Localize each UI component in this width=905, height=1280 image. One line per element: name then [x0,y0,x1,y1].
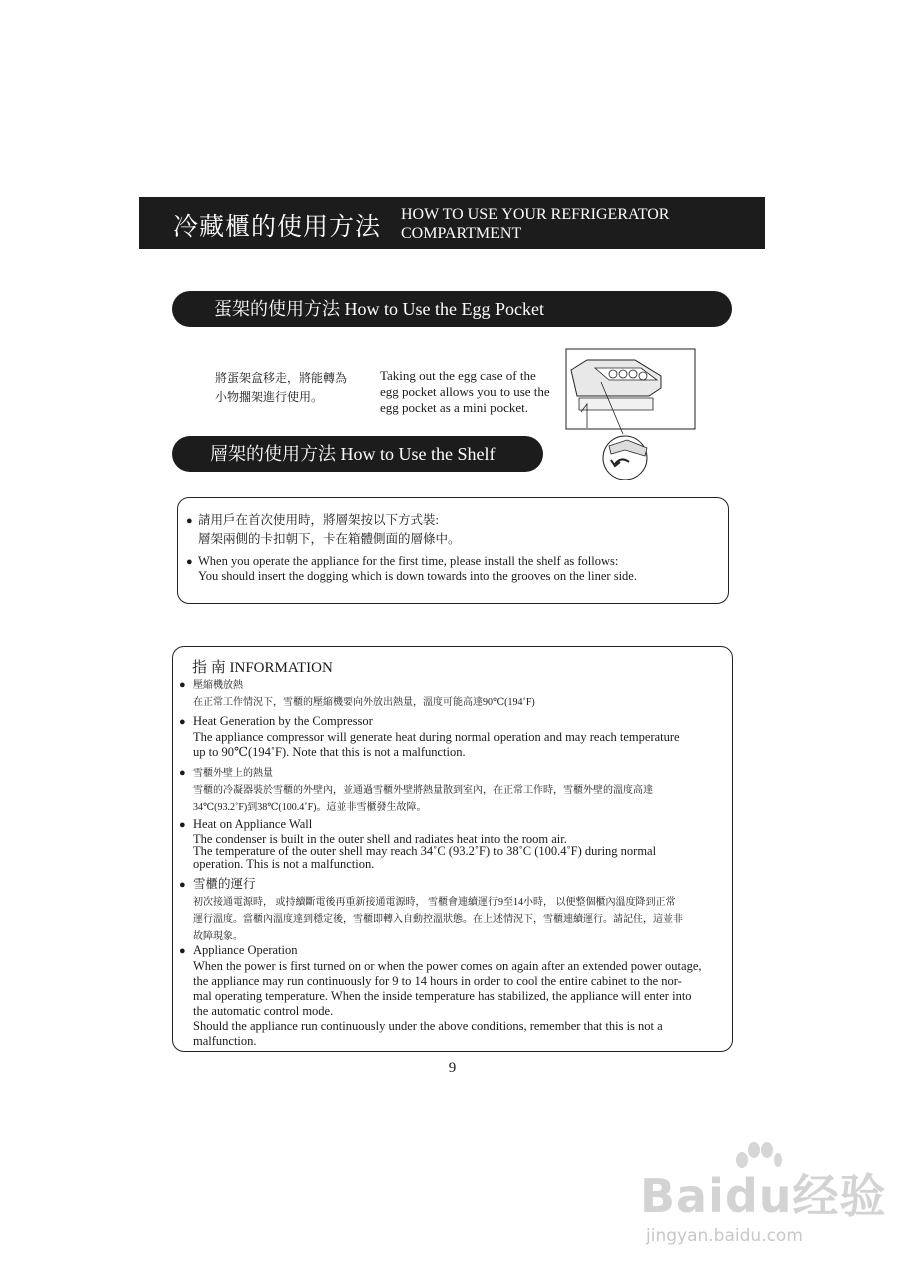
page-number: 9 [448,1060,457,1076]
egg-pocket-zh-line2: 小物擱架進行使用。 [215,390,324,404]
info-item-body-line: The temperature of the outer shell may reach 34˚C (93.2˚F) to 38˚C (100.4˚F) during normal [193,844,657,858]
bullet-icon: ● [179,716,186,728]
shelf-zh-line2: 層架兩側的卡扣朝下，卡在箱體側面的層條中。 [198,532,461,546]
info-item-title: Heat Generation by the Compressor [193,714,373,728]
info-item-body-line: the automatic control mode. [193,1004,334,1018]
egg-pocket-text-en [380,368,570,416]
info-item-body-line: 雪櫃的冷凝器裝於雪櫃的外壁內，並通過雪櫃外壁將熱量散到室內，在正常工作時，雪櫃外壁的溫度高達 [193,785,653,796]
info-item-title: 壓縮機放熱 [193,680,243,691]
info-item-operation-en [179,943,719,1049]
info-item-body-line: The condenser is built in the outer shell and radiates heat into the room air. [193,832,567,846]
shelf-zh-line1: 請用戶在首次使用時，將層架按以下方式裝: [198,513,439,527]
egg-pocket-illustration [565,348,697,480]
bullet-icon: ● [186,515,193,527]
shelf-en-line2: You should insert the dogging which is down towards into the grooves on the liner side. [198,569,637,583]
bullet-icon: ● [179,819,186,831]
page-header [139,197,765,249]
egg-pocket-zh-line1: 將蛋架盒移走，將能轉為 [215,371,348,385]
info-item-title: 雪櫃的運行 [193,877,256,891]
bullet-icon: ● [179,945,186,957]
bullet-icon: ● [186,556,193,568]
info-item-wall-en [179,817,719,870]
info-item-title: 雪櫃外壁上的熱量 [193,768,273,779]
info-item-body: 在正常工作情況下，雪櫃的壓縮機要向外放出熱量，溫度可能高達90℃(194˚F) [193,697,535,708]
info-item-body-line: 故障現象。 [193,931,243,942]
info-item-wall-zh [179,765,719,816]
info-item-body-line: When the power is first turned on or when the power comes on again after an extended power outage, [193,959,702,973]
info-item-body-line: malfunction. [193,1034,257,1048]
info-item-compressor-en [179,714,719,760]
information-title: 指 南 INFORMATION [192,660,333,676]
shelf-title: 層架的使用方法 How to Use the Shelf [172,436,543,472]
header-title-en [401,205,751,243]
header-title-en-line1: HOW TO USE YOUR REFRIGERATOR [401,206,670,223]
info-item-body-line: 34℃(93.2˚F)到38℃(100.4˚F)。這並非雪櫃發生故障。 [193,802,427,813]
egg-pocket-text-zh [215,369,365,407]
shelf-zh-line1-row [186,512,439,530]
info-item-body-line: Should the appliance run continuously under the above conditions, remember that this is not a [193,1019,663,1033]
information-box [172,646,733,1052]
shelf-en-line1: When you operate the appliance for the first time, please install the shelf as follows: [198,554,619,568]
egg-pocket-en-line3: egg pocket as a mini pocket. [380,400,529,415]
info-item-body-line: up to 90℃(194˚F). Note that this is not a malfunction. [193,745,466,759]
bullet-icon: ● [179,767,186,779]
info-item-body-line: mal operating temperature. When the inside temperature has stabilized, the appliance will enter into [193,989,692,1003]
watermark-logo: Baidu经验 [640,1169,887,1223]
shelf-instructions-box [177,497,729,604]
egg-pocket-en-line1: Taking out the egg case of the [380,368,536,383]
bullet-icon: ● [179,879,186,891]
info-item-title: Heat on Appliance Wall [193,817,313,831]
info-item-compressor-zh [179,677,719,711]
header-title-en-line2: COMPARTMENT [401,225,522,242]
bullet-icon: ● [179,679,186,691]
header-title-zh: 冷藏櫃的使用方法 [173,214,382,241]
info-item-body-line: the appliance may run continuously for 9 to 14 hours in order to cool the entire cabinet to the nor- [193,974,682,988]
egg-pocket-title: 蛋架的使用方法 How to Use the Egg Pocket [172,291,732,327]
info-item-title: Appliance Operation [193,943,298,957]
baidu-watermark [640,1140,887,1260]
info-item-body-line: The appliance compressor will generate heat during normal operation and may reach temperature [193,730,680,744]
info-item-body-line: 運行溫度。當櫃內溫度達到穩定後，雪櫃即轉入自動控溫狀態。在上述情況下，雪櫃連續運行。請記住，這並非 [193,914,683,925]
watermark-url: jingyan.baidu.com [646,1226,803,1246]
egg-pocket-en-line2: egg pocket allows you to use the [380,384,550,399]
info-item-body-line: 初次接通電源時， 或持續斷電後再重新接通電源時， 雪櫃會連續運行9至14小時， 以便整個櫃內溫度降到正常 [193,897,676,908]
info-item-operation-zh [179,875,719,945]
info-item-body-line: operation. This is not a malfunction. [193,857,375,871]
